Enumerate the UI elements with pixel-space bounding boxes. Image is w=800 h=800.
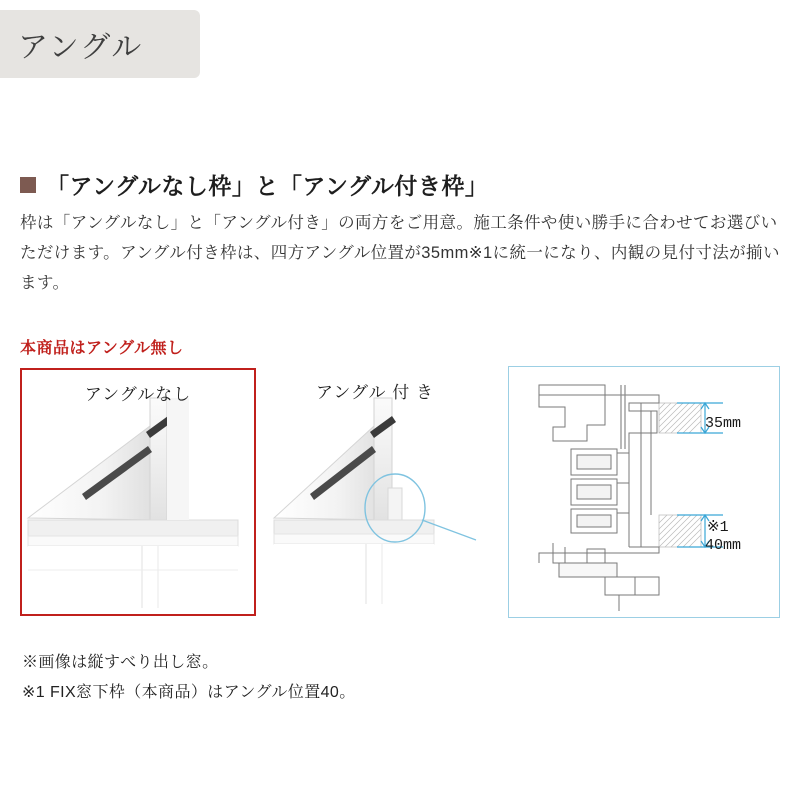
figure-no-angle — [20, 368, 256, 616]
footnote-2: ※1 FIX窓下枠（本商品）はアングル位置40。 — [22, 684, 356, 701]
figure-cross-section — [508, 366, 780, 618]
footnote-1: ※画像は縦すべり出し窓。 — [22, 654, 219, 671]
figure-with-angle-image — [270, 368, 480, 616]
product-note: 本商品はアングル無し — [20, 340, 184, 357]
figure-with-angle — [270, 368, 480, 616]
dimension-bottom-label: 40mm — [705, 537, 742, 554]
section-body-text: 枠は「アングルなし」と「アングル付き」の両方をご用意。施工条件や使い勝手に合わせてお選びいただけます。アングル付き枠は、四方アングル位置が35mm※1に統一になり、内観の見付寸法が揃います。 — [20, 214, 780, 292]
figure-with-angle-label: アングル 付 き — [316, 383, 434, 402]
bullet-square-icon — [20, 177, 36, 193]
dimension-bottom-note: ※1 — [707, 519, 729, 536]
figure-no-angle-image — [22, 370, 254, 614]
page-title: アングル — [18, 31, 144, 64]
figure-no-angle-label: アングルなし — [84, 385, 192, 404]
figure-cross-section-image — [509, 367, 779, 617]
footnotes — [22, 648, 356, 708]
figure-row — [20, 368, 780, 620]
section-heading-text: 「アングルなし枠」と「アングル付き枠」 — [46, 173, 489, 199]
section-heading — [20, 168, 488, 201]
dimension-top-label: 35mm — [705, 415, 742, 432]
